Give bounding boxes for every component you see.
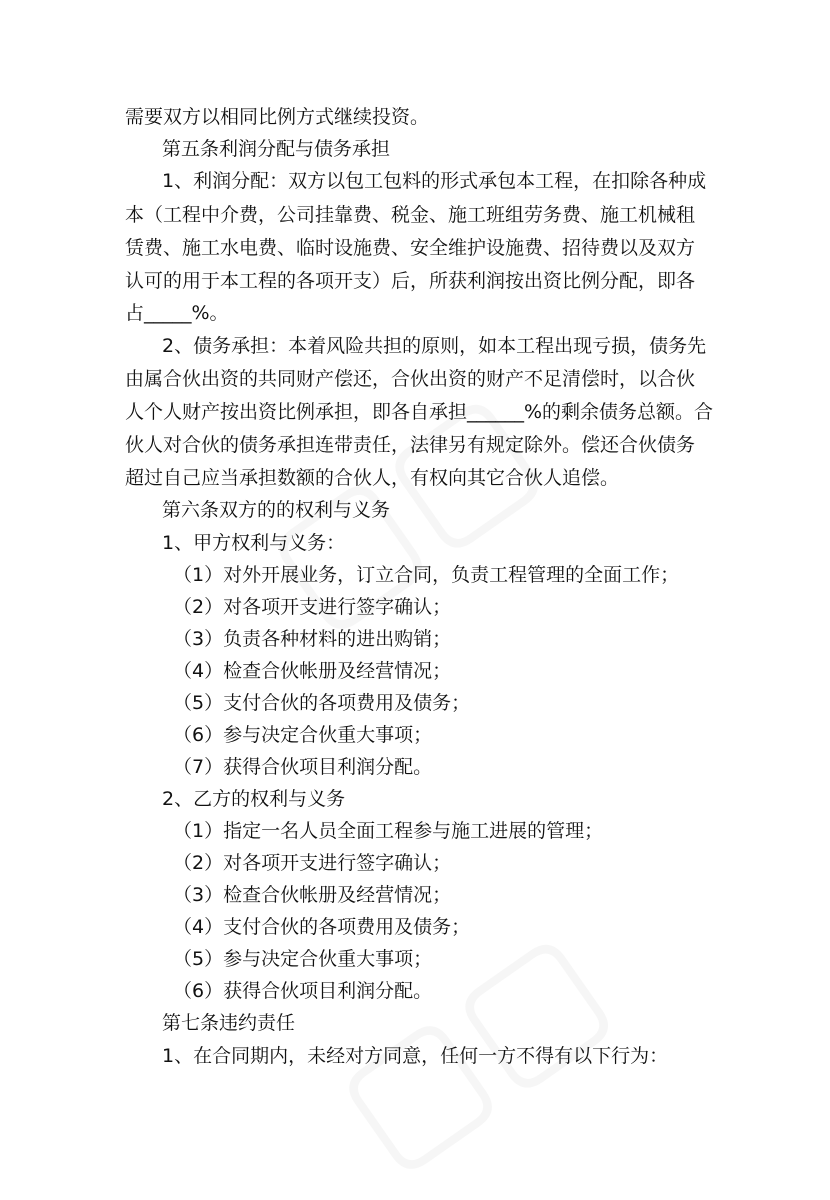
list-item: （1）指定一名人员全面工程参与施工进展的管理； [173, 820, 604, 842]
paragraph-line: 占_____%。 [125, 302, 229, 324]
list-item: （5）支付合伙的各项费用及债务； [173, 692, 471, 714]
paragraph-line: 认可的用于本工程的各项开支）后，所获利润按出资比例分配，即各 [125, 270, 696, 292]
paragraph-line: 由属合伙出资的共同财产偿还，合伙出资的财产不足清偿时，以合伙 [125, 368, 696, 390]
paragraph-line: 需要双方以相同比例方式继续投资。 [125, 106, 430, 128]
paragraph-line: 超过自己应当承担数额的合伙人，有权向其它合伙人追偿。 [125, 467, 620, 489]
paragraph-line: 2、债务承担：本着风险共担的原则，如本工程出现亏损，债务先 [162, 335, 707, 357]
paragraph-line: 赁费、施工水电费、临时设施费、安全维护设施费、招待费以及双方 [125, 237, 696, 259]
paragraph-line: 伙人对合伙的债务承担连带责任，法律另有规定除外。偿还合伙债务 [125, 434, 696, 456]
section-heading: 第六条双方的的权利与义务 [162, 499, 391, 521]
list-item: （3）检查合伙帐册及经营情况； [173, 884, 452, 906]
list-item: （6）获得合伙项目利润分配。 [173, 980, 433, 1002]
list-item: （7）获得合伙项目利润分配。 [173, 756, 433, 778]
section-heading: 第五条利润分配与债务承担 [162, 138, 391, 160]
subsection-heading: 2、乙方的权利与义务 [162, 788, 346, 810]
subsection-heading: 1、甲方权利与义务： [162, 532, 346, 554]
paragraph-line: 本（工程中介费，公司挂靠费、税金、施工班组劳务费、施工机械租 [125, 204, 696, 226]
section-heading: 第七条违约责任 [162, 1012, 296, 1034]
list-item: （2）对各项开支进行签字确认； [173, 596, 452, 618]
list-item: （1）对外开展业务，订立合同，负责工程管理的全面工作； [173, 564, 680, 586]
list-item: （4）支付合伙的各项费用及债务； [173, 916, 471, 938]
list-item: （4）检查合伙帐册及经营情况； [173, 660, 452, 682]
paragraph-line: 人个人财产按出资比例承担，即各自承担______%的剩余债务总额。合 [125, 401, 714, 423]
paragraph-line: 1、在合同期内，未经对方同意，任何一方不得有以下行为： [162, 1045, 669, 1067]
list-item: （3）负责各种材料的进出购销； [173, 628, 452, 650]
list-item: （6）参与决定合伙重大事项； [173, 724, 433, 746]
paragraph-line: 1、利润分配：双方以包工包料的形式承包本工程，在扣除各种成 [162, 170, 707, 192]
list-item: （2）对各项开支进行签字确认； [173, 852, 452, 874]
list-item: （5）参与决定合伙重大事项； [173, 948, 433, 970]
